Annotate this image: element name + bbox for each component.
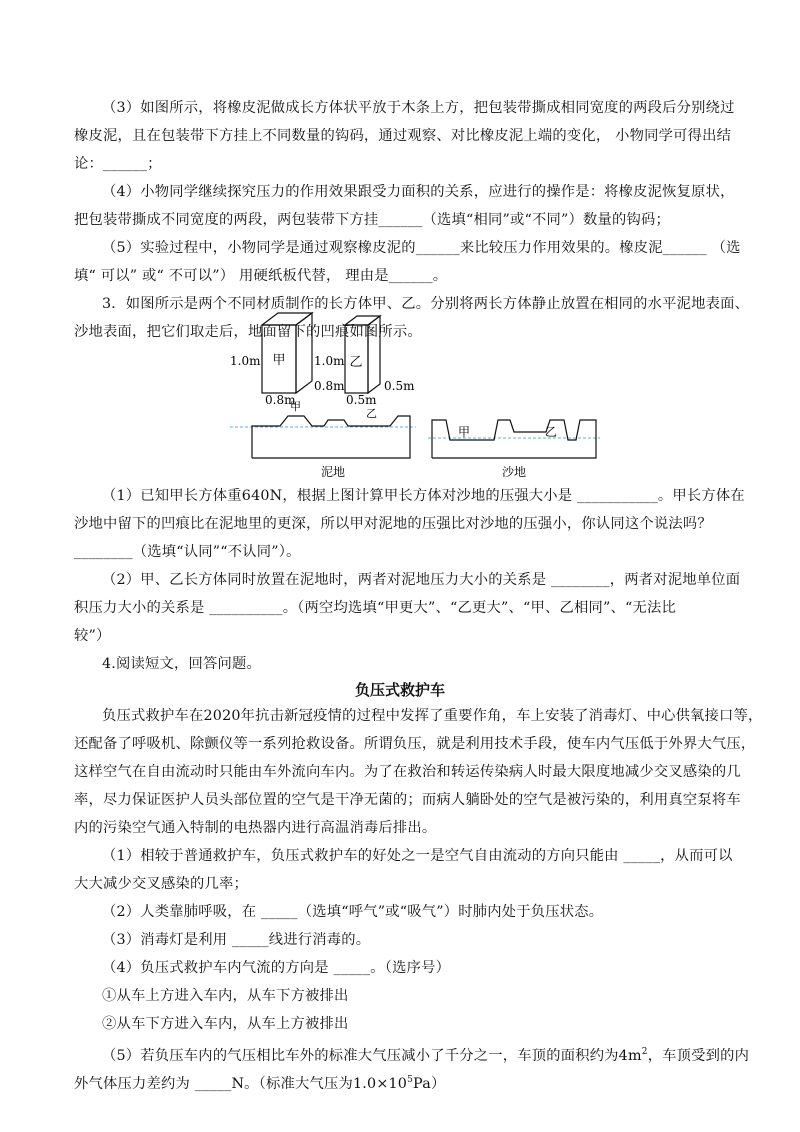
q4-s5-line2: [74, 1070, 445, 1094]
q4-intro: 4.阅读短文，回答问题。: [102, 656, 262, 672]
block-jia: [262, 313, 312, 393]
passage-line2: 还配备了呼吸机、除颤仪等一系列抢救设备。所谓负压，就是利用技术手段，使车内气压低于外界大气压，: [74, 736, 756, 752]
block-yi-height: 1.0m: [314, 354, 345, 368]
q2-p3-line1: （3）如图所示，将橡皮泥做成长方体状平放于木条上方，把包装带撕成相同宽度的两段后分别绕过: [102, 100, 735, 116]
q4-s1-line1: （1）相较于普通救护车，负压式救护车的好处之一是空气自由流动的方向只能由 _____，从而可以: [102, 848, 733, 864]
q2-p4-line1: （4）小物同学继续探究压力的作用效果跟受力面积的关系，应进行的操作是：将橡皮泥恢复原状，: [102, 184, 735, 200]
passage-line3: 这样空气在自由流动时只能由车外流向车内。为了在救治和转运传染病人时最大限度地减少交叉感染的几: [74, 764, 741, 780]
q2-p5-line2: 填“ 可以” 或“ 不可以”） 用硬纸板代替， 理由是______。: [74, 268, 448, 284]
sand-ground: [428, 420, 600, 458]
q4-s4-option1: ①从车上方进入车内，从车下方被排出: [102, 988, 349, 1004]
q2-p3-line3: 论：______；: [74, 156, 162, 172]
block-jia-name: 甲: [272, 353, 286, 368]
passage-line1: 负压式救护车在2020年抗击新冠疫情的过程中发挥了重要作角，车上安装了消毒灯、中心供氧接口等，: [102, 708, 763, 724]
q2-p5-line1: （5）实验过程中，小物同学是通过观察橡皮泥的______来比较压力作用效果的。橡皮泥______ （选: [102, 240, 741, 256]
q3-p1-line3: ________（选填“认同”“不认同”）。: [74, 544, 301, 560]
block-jia-height: 1.0m: [230, 354, 261, 368]
block-yi-name: 乙: [349, 355, 363, 370]
passage-title: 负压式救护车: [354, 681, 445, 699]
area-exponent: 2: [641, 1047, 648, 1057]
q3-intro-line2: 沙地表面，把它们取走后，地面留下的凹痕如图所示。: [74, 324, 422, 340]
q2-p3-line2: 橡皮泥，且在包装带下方挂上不同数量的钩码，通过观察、对比橡皮泥上端的变化， 小物同学可得出结: [74, 128, 732, 144]
sand-label: 沙地: [501, 465, 527, 479]
q3-intro-line1: 3．如图所示是两个不同材质制作的长方体甲、乙。分别将两长方体静止放置在相同的水平泥地表面、: [102, 296, 750, 312]
q4-s2: （2）人类靠肺呼吸，在 _____（选填“呼气”或“吸气”）时肺内处于负压状态。: [102, 904, 604, 920]
q3-figure: [230, 310, 610, 486]
block-jia-width: 0.8m: [265, 393, 296, 407]
block-jia-depth: 0.8m: [314, 379, 345, 393]
q3-p2-line2: 积压力大小的关系是 __________。（两空均选填“甲更大”、“乙更大”、“甲、乙相同”、“无法比: [74, 600, 677, 616]
q4-s5-line1-tail: ，车顶受到的内: [647, 1047, 750, 1064]
sand-mark-jia: 甲: [458, 425, 471, 439]
q3-p2-line3: 较”）: [74, 628, 111, 644]
q4-s1-line2: 大大减少交叉感染的几率；: [74, 876, 248, 892]
q4-s5-line1-text: （5）若负压车内的气压相比车外的标准大气压减小了千分之一，车顶的面积约为4m: [102, 1047, 642, 1064]
mud-label: 泥地: [320, 465, 346, 479]
sand-mark-yi: 乙: [545, 425, 558, 439]
q4-s5-line2-tail: Pa）: [413, 1075, 446, 1092]
q3-p1-line1: （1）已知甲长方体重640N，根据上图计算甲长方体对沙地的压强大小是 ___________。甲长方体在: [102, 488, 745, 504]
pressure-exponent: 5: [407, 1075, 414, 1085]
q2-p4-line2: 把包装带撕成不同宽度的两段，两包装带下方挂______（选填“相同”或“不同”）数量的钩码；: [74, 212, 671, 228]
q3-p2-line1: （2）甲、乙长方体同时放置在泥地时，两者对泥地压力大小的关系是 ________，两者对泥地单位面: [102, 572, 741, 588]
q4-s5-line1: [102, 1042, 749, 1066]
block-yi-width: 0.5m: [346, 393, 377, 407]
q4-s5-line2-text: 外气体压力差约为 _____N。（标准大气压为1.0×10: [74, 1075, 408, 1092]
block-yi-depth: 0.5m: [384, 379, 415, 393]
q4-s4: （4）负压式救护车内气流的方向是 _____。（选序号）: [102, 960, 451, 976]
mud-mark-jia: 甲: [290, 400, 301, 413]
q3-p1-line2: 沙地中留下的凹痕比在泥地里的更深，所以甲对泥地的压强比对沙地的压强小，你认同这个说法吗？: [74, 516, 712, 532]
q4-s3: （3）消毒灯是利用 _____线进行消毒的。: [102, 932, 371, 948]
passage-line5: 内的污染空气通入特制的电热器内进行高温消毒后排出。: [74, 820, 437, 836]
mud-ground: [230, 416, 416, 458]
q4-s4-option2: ②从车下方进入车内，从车上方被排出: [102, 1016, 349, 1032]
passage-line4: 率，尽力保证医护人员头部位置的空气是干净无菌的；而病人躺卧处的空气是被污染的，利用真空泵将车: [74, 792, 741, 808]
mud-mark-yi: 乙: [366, 407, 377, 420]
